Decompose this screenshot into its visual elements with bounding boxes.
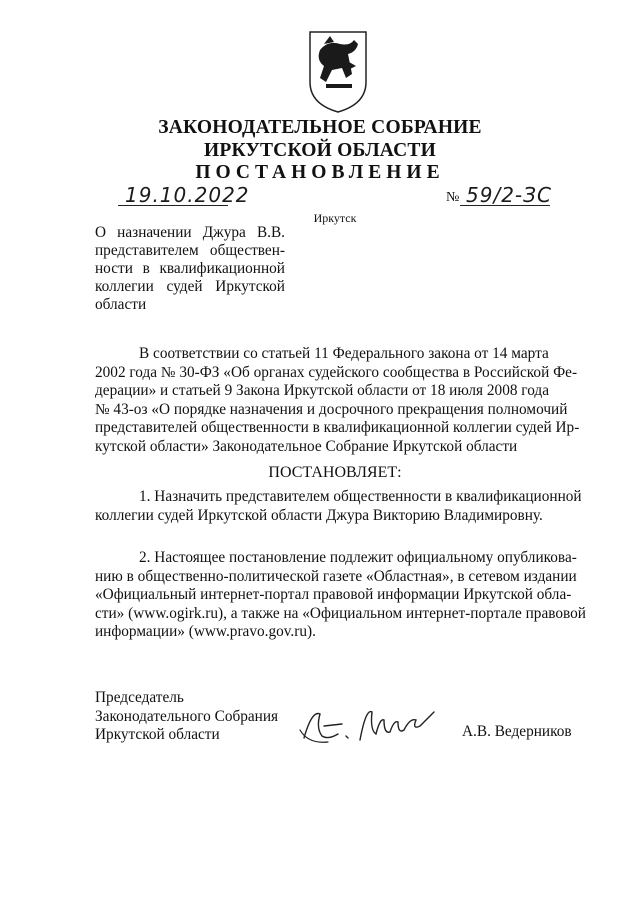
irkutsk-coat-of-arms-icon [302, 22, 374, 114]
preamble-line: кутской области» Законодательное Собрание Иркутской области [95, 437, 518, 455]
item-2-line: информации» (www.pravo.gov.ru). [95, 623, 316, 640]
city: Иркутск [313, 211, 357, 225]
signatory-title-line: Председатель [95, 689, 184, 706]
document-type: ПОСТАНОВЛЕНИЕ [195, 162, 445, 183]
signatory-title [95, 689, 278, 745]
preamble-line: В соответствии со статьей 11 Федерального закона от 14 марта [139, 345, 549, 362]
signatory-title-line: Законодательного Собрания [95, 707, 279, 725]
preamble-line: дерации» и статьей 9 Закона Иркутской области от 18 июля 2008 года [95, 382, 549, 399]
decree-word: ПОСТАНОВЛЯЕТ: [268, 464, 402, 481]
signatory-name: А.В. Ведерников [462, 723, 572, 740]
preamble-line: 2002 года № 30-ФЗ «Об органах судейского сообщества в Российской Фе- [95, 363, 578, 381]
signatory-title-line: Иркутской области [95, 726, 220, 743]
preamble-line: представителей общественности в квалификационной коллегии судей Ир- [95, 419, 580, 436]
item-1-paragraph [95, 488, 582, 525]
item-2-line: «Официальный интернет-портал правовой информации Иркутской обла- [95, 586, 572, 603]
org-name-line1: ЗАКОНОДАТЕЛЬНОЕ СОБРАНИЕ [158, 117, 482, 138]
date-underline [118, 205, 228, 206]
item-2-paragraph [95, 549, 586, 642]
preamble-line: № 43-оз «О порядке назначения и досрочного прекращения полномочий [95, 400, 568, 418]
subject-line: коллегии судей Иркутской [95, 278, 285, 295]
item-2-line: 2. Настоящее постановление подлежит официальному опубликова- [139, 549, 577, 566]
preamble-paragraph [95, 345, 580, 456]
handwritten-signature [298, 700, 448, 750]
subject-line: О назначении Джура В.В. [95, 224, 285, 241]
document-number: 59/2-ЗС [466, 183, 552, 207]
item-2-line: нию в общественно-политической газете «Областная», в сетевом издании [95, 567, 577, 585]
item-1-line: коллегии судей Иркутской области Джура Викторию Владимировну. [95, 506, 543, 524]
item-1-line: 1. Назначить представителем общественности в квалификационной [139, 488, 582, 505]
org-name-line2: ИРКУТСКОЙ ОБЛАСТИ [204, 140, 436, 161]
document-subject [95, 224, 285, 314]
subject-line: представителем обществен- [95, 242, 285, 259]
subject-line: ности в квалификационной [95, 260, 285, 277]
number-label: № [446, 190, 460, 205]
document-date: 19.10.2022 [125, 183, 250, 207]
item-2-line: сти» (www.ogirk.ru), а также на «Официальном интернет-портале правовой [95, 604, 586, 622]
number-underline [460, 205, 550, 206]
subject-line: области [95, 296, 147, 313]
